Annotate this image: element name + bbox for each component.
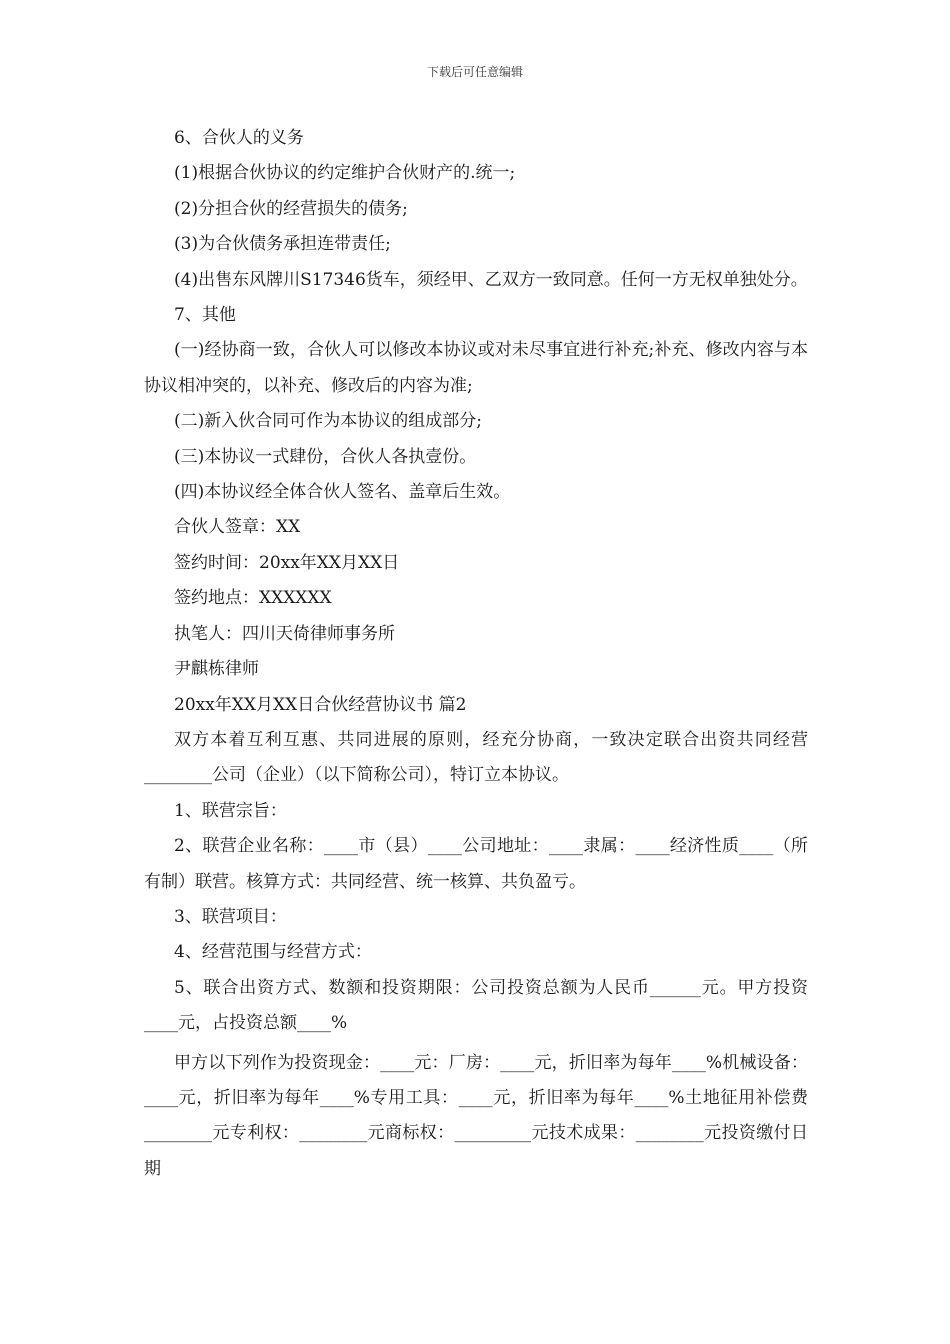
paragraph: (1)根据合伙协议的约定维护合伙财产的.统一; [174, 163, 516, 184]
paragraph: (三)本协议一式肆份，合伙人各执壹份。 [174, 446, 477, 467]
signature-line: 合伙人签章：XX [174, 517, 301, 538]
paragraph: 双方本着互利互惠、共同进展的原则，经充分协商，一致决定联合出资共同经营________公司（企业）（以下简称公司），特订立本协议。 [144, 729, 808, 786]
document-subtitle: 20xx年XX月XX日合伙经营协议书 篇2 [174, 694, 467, 715]
clause-investment: 5、联合出资方式、数额和投资期限：公司投资总额为人民币______元。甲方投资____元，占投资总额____% [144, 977, 808, 1034]
section-heading-other: 7、其他 [174, 305, 236, 326]
document-body [144, 121, 808, 1187]
page-header: 下载后可任意编辑 [426, 65, 523, 79]
section-heading-partner-obligations: 6、合伙人的义务 [174, 128, 304, 148]
lawyer-name: 尹麒栋律师 [174, 659, 259, 680]
paragraph: (一)经协商一致，合伙人可以修改本协议或对未尽事宜进行补充;补充、修改内容与本协议相冲突的，以补充、修改后的内容为准; [144, 340, 808, 396]
paragraph: (2)分担合伙的经营损失的债务; [174, 198, 408, 219]
paragraph: (二)新入伙合同可作为本协议的组成部分; [174, 411, 482, 432]
paragraph: (3)为合伙债务承担连带责任; [174, 234, 391, 255]
clause-investment-details: 甲方以下列作为投资现金：____元：厂房：____元，折旧率为每年____%机械设备：____元，折旧率为每年____%专用工具：____元，折旧率为每年____%土地征用补偿费________元专利权：________元商标权：_________元技术成果：________元投资缴付日期 [144, 1052, 808, 1179]
clause-project: 3、联营项目： [174, 906, 287, 927]
paragraph: (四)本协议经全体合伙人签名、盖章后生效。 [174, 482, 511, 503]
clause-enterprise-name: 2、联营企业名称：____市（县）____公司地址：____隶属：____经济性质____（所有制）联营。核算方式：共同经营、统一核算、共负盈亏。 [144, 836, 808, 892]
clause-scope: 4、经营范围与经营方式： [174, 942, 372, 963]
clause-purpose: 1、联营宗旨： [174, 800, 287, 821]
paragraph: (4)出售东风牌川S17346货车，须经甲、乙双方一致同意。任何一方无权单独处分。 [174, 269, 808, 290]
signing-place: 签约地点：XXXXXX [174, 588, 332, 609]
drafter: 执笔人：四川天倚律师事务所 [174, 623, 395, 644]
signing-date: 签约时间：20xx年XX月XX日 [174, 552, 400, 573]
